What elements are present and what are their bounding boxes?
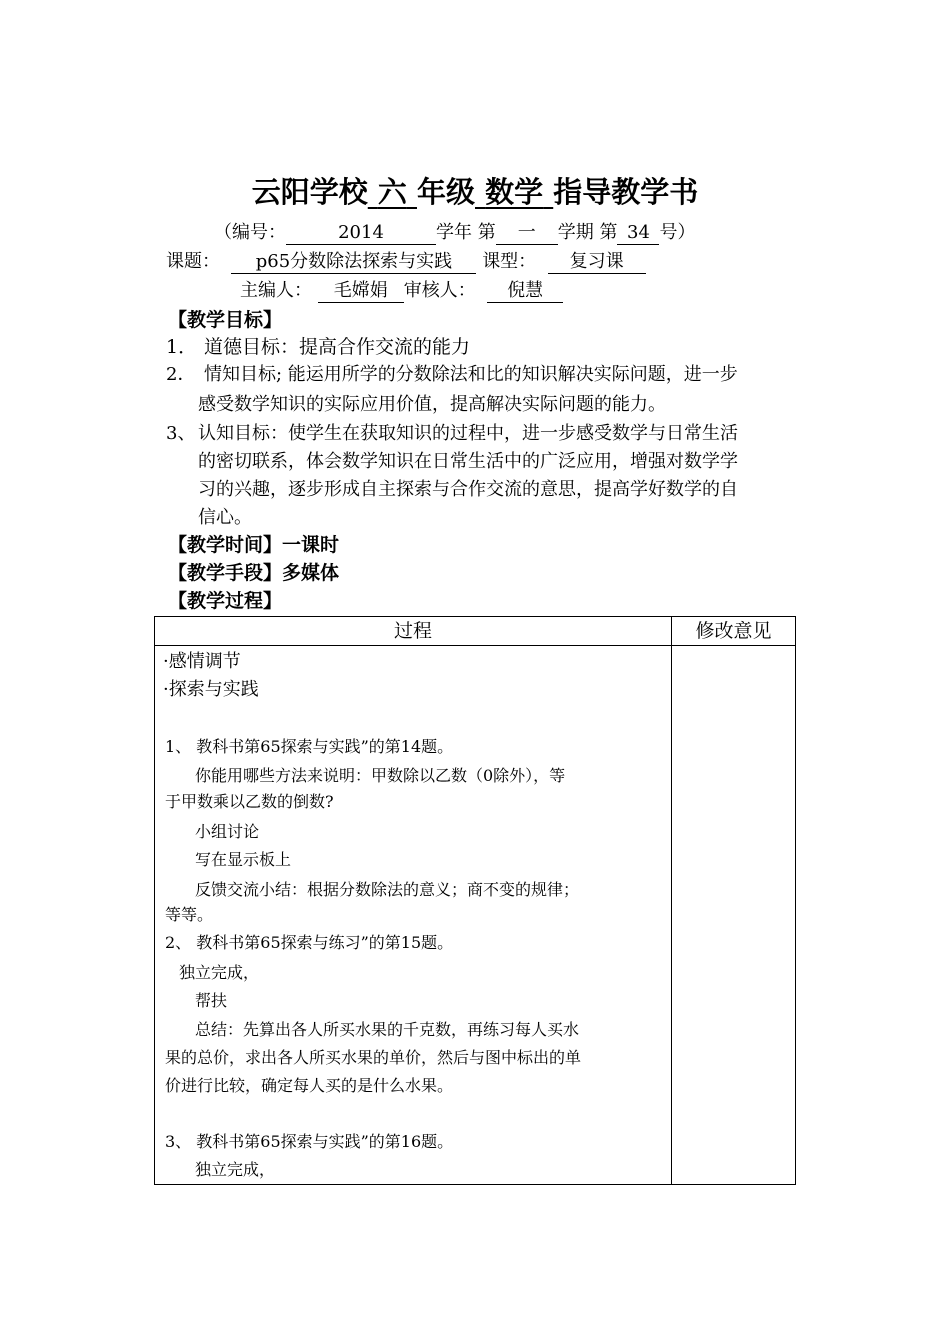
line-q14-desc: 你能用哪些方法来说明：甲数除以乙数（0除外），等: [195, 766, 566, 785]
line-etc: 等等。: [165, 905, 214, 924]
line-q15: 2、 教科书第65探索与练习”的第15题。: [165, 933, 454, 952]
grade-suffix: 年级: [416, 175, 475, 209]
col-process-header: 过程: [155, 617, 672, 646]
grade-value: 六: [377, 175, 407, 209]
line-conclusion: 总结：先算出各人所买水果的千克数，再练习每人买水: [195, 1020, 580, 1039]
line-summary: 反馈交流小结：根据分数除法的意义；商不变的规律；: [195, 880, 580, 899]
objective-3-cont2: 习的兴趣，逐步形成自主探索与合作交流的意思，提高学好数学的自: [198, 479, 738, 500]
line-help: 帮扶: [195, 991, 228, 1010]
objective-1: 1． 道德目标：提高合作交流的能力: [166, 336, 471, 358]
school-name: 云阳学校: [251, 175, 368, 209]
issue-value: 34: [617, 222, 659, 245]
line-independent-1: 独立完成，: [179, 963, 260, 982]
teaching-time: 【教学时间】一课时: [168, 534, 340, 556]
process-table: [154, 616, 796, 1185]
line-independent-2: 独立完成，: [195, 1160, 276, 1179]
objective-2-cont: 感受数学知识的实际应用价值，提高解决实际问题的能力。: [198, 394, 666, 415]
line-group-discuss: 小组讨论: [195, 822, 260, 841]
number-value: 2014: [286, 222, 436, 245]
number-line: （编号： 2014 学年 第 一 学期 第 34 号）: [214, 222, 696, 243]
objectives-heading: 【教学目标】: [168, 309, 283, 331]
objective-3-cont3: 信心。: [198, 507, 252, 528]
process-heading: 【教学过程】: [168, 590, 283, 612]
reviewer-value: 倪慧: [487, 280, 563, 303]
line-q16: 3、 教科书第65探索与实践”的第16题。: [165, 1132, 454, 1151]
revision-cell: [672, 646, 796, 1185]
teaching-means: 【教学手段】多媒体: [168, 562, 340, 584]
editor-value: 毛嫦娟: [318, 280, 404, 303]
line-q14: 1、 教科书第65探索与实践”的第14题。: [165, 737, 454, 756]
process-cell: [155, 646, 672, 1185]
editor-line: 主编人： 毛嫦娟 审核人： 倪慧: [240, 278, 563, 304]
line-explore: ·探索与实践: [163, 679, 259, 700]
col-revision-header: 修改意见: [672, 617, 796, 646]
line-conclusion-cont1: 果的总价，求出各人所买水果的单价，然后与图中标出的单: [165, 1048, 582, 1067]
line-write-board: 写在显示板上: [195, 850, 292, 869]
topic-line: 课题： p65分数除法探索与实践 课型： 复习课: [166, 249, 646, 275]
book-name: 指导教学书: [553, 175, 699, 209]
line-conclusion-cont2: 价进行比较，确定每人买的是什么水果。: [165, 1076, 454, 1095]
objective-2: 2． 情知目标; 能运用所学的分数除法和比的知识解决实际问题，进一步: [166, 364, 738, 385]
line-q14-desc-cont: 于甲数乘以乙数的倒数?: [165, 792, 334, 811]
line-emotion: ·感情调节: [163, 651, 241, 672]
document-title: [0, 172, 950, 212]
objective-3: 3、 认知目标：使学生在获取知识的过程中，进一步感受数学与日常生活: [166, 423, 738, 444]
subject-value: 数学: [485, 175, 544, 209]
term-value: 一: [496, 222, 558, 245]
topic-value: p65分数除法探索与实践: [231, 251, 476, 274]
type-value: 复习课: [548, 251, 646, 274]
objective-3-cont1: 的密切联系，体会数学知识在日常生活中的广泛应用，增强对数学学: [198, 451, 738, 472]
